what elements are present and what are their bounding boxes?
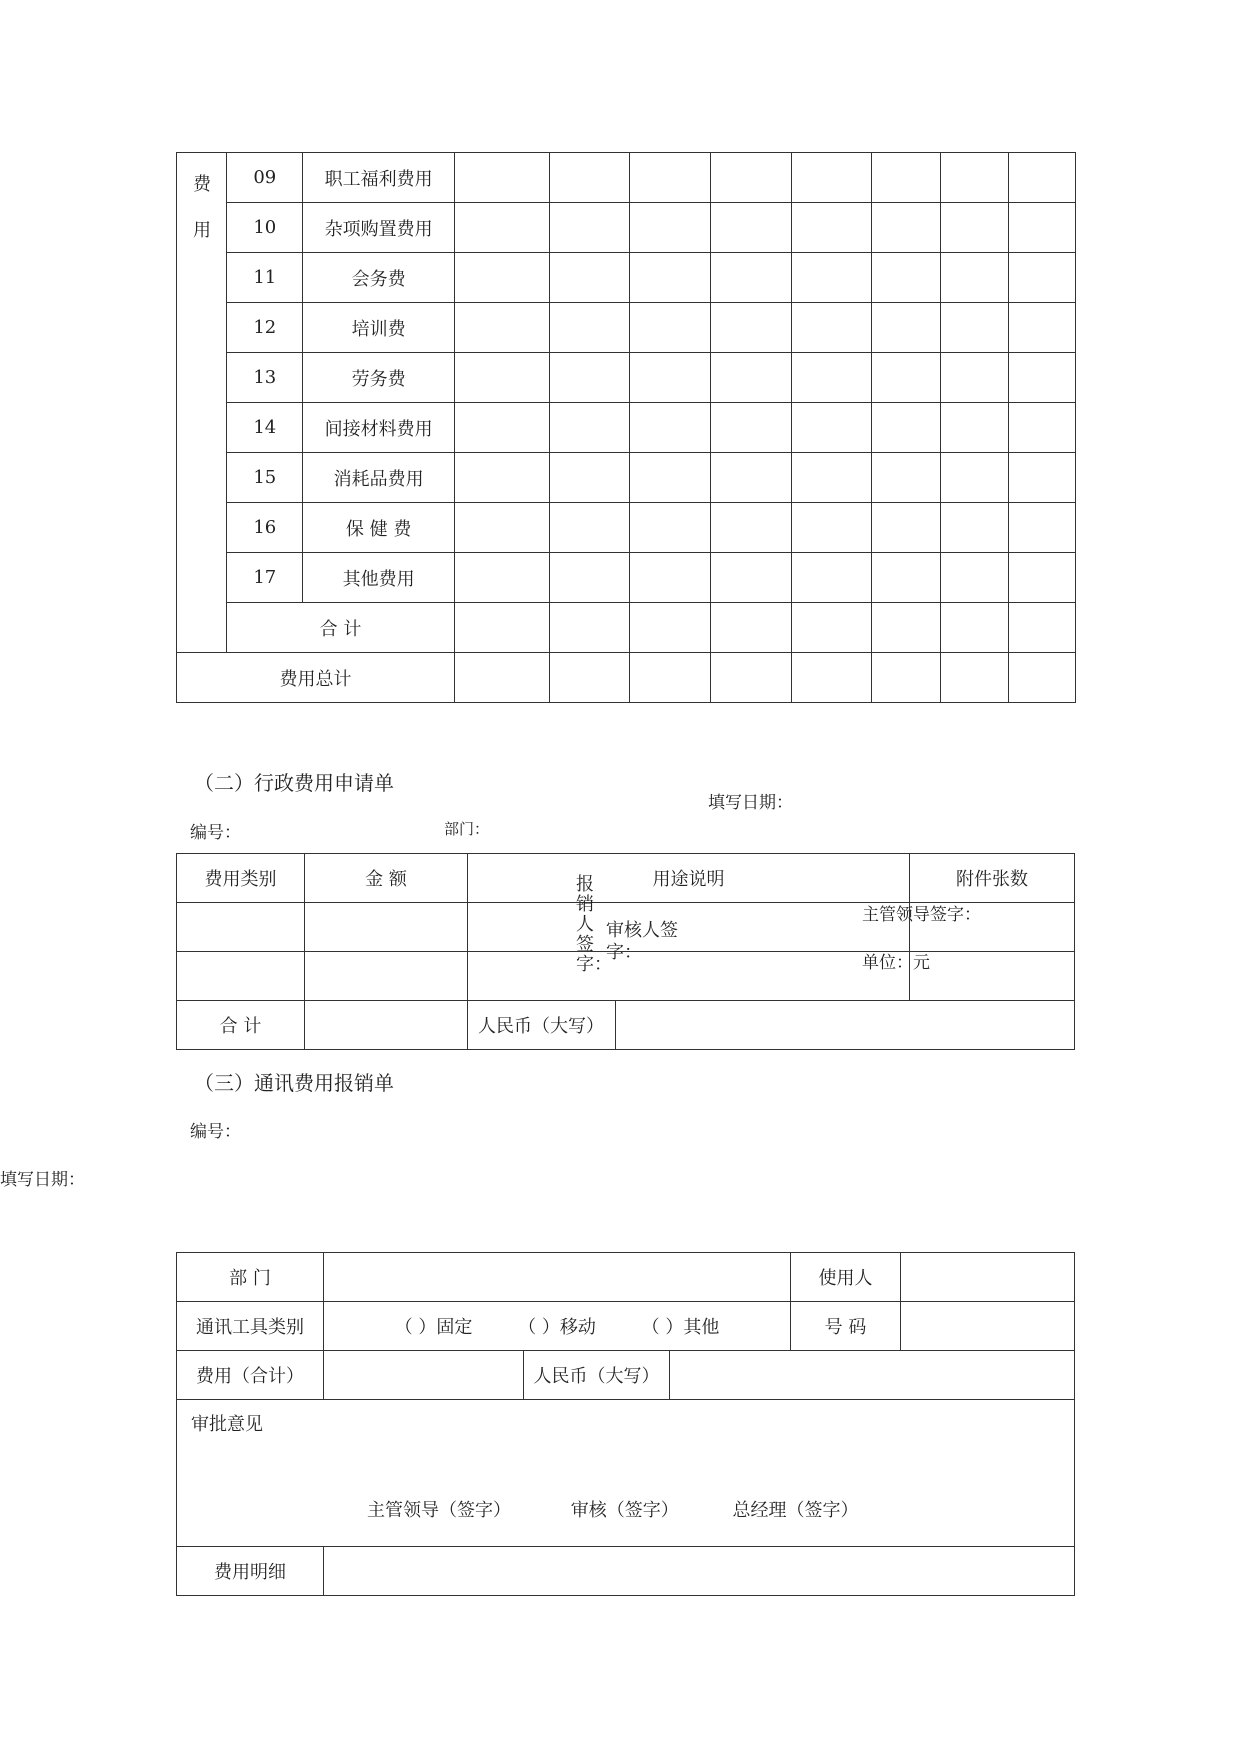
row-code: 17 xyxy=(227,553,303,603)
category-cell[interactable] xyxy=(177,952,305,1001)
value-cell[interactable] xyxy=(872,203,940,253)
value-cell[interactable] xyxy=(872,503,940,553)
value-cell[interactable] xyxy=(710,653,791,703)
value-cell[interactable] xyxy=(550,403,630,453)
row-code: 13 xyxy=(227,353,303,403)
fee-total-value[interactable] xyxy=(324,1351,524,1400)
value-cell[interactable] xyxy=(550,503,630,553)
value-cell[interactable] xyxy=(792,203,872,253)
value-cell[interactable] xyxy=(630,503,710,553)
value-cell[interactable] xyxy=(872,303,940,353)
value-cell[interactable] xyxy=(550,653,630,703)
value-cell[interactable] xyxy=(710,203,791,253)
value-cell[interactable] xyxy=(550,353,630,403)
value-cell[interactable] xyxy=(792,153,872,203)
value-cell[interactable] xyxy=(630,453,710,503)
value-cell[interactable] xyxy=(1008,303,1075,353)
detail-value[interactable] xyxy=(324,1547,1075,1596)
section2-department-label: 部门： xyxy=(444,820,490,838)
value-cell[interactable] xyxy=(454,553,549,603)
value-cell[interactable] xyxy=(792,303,872,353)
category-label: 费用 xyxy=(193,174,211,241)
value-cell[interactable] xyxy=(630,153,710,203)
supervisor-signature[interactable]: 主管领导（签字） xyxy=(367,1500,511,1521)
row-name: 间接材料费用 xyxy=(303,403,455,453)
value-cell[interactable] xyxy=(872,453,940,503)
fee-total-label: 费用（合计） xyxy=(177,1351,324,1400)
value-cell[interactable] xyxy=(550,303,630,353)
value-cell[interactable] xyxy=(550,603,630,653)
value-cell[interactable] xyxy=(872,653,940,703)
value-cell[interactable] xyxy=(872,603,940,653)
row-name: 消耗品费用 xyxy=(303,453,455,503)
header-amount: 金 额 xyxy=(305,854,468,903)
user-value[interactable] xyxy=(901,1253,1075,1302)
value-cell[interactable] xyxy=(872,153,940,203)
value-cell[interactable] xyxy=(550,553,630,603)
value-cell[interactable] xyxy=(630,603,710,653)
value-cell[interactable] xyxy=(940,453,1008,503)
total-amount-cell[interactable] xyxy=(305,1001,468,1050)
expense-table-body xyxy=(177,153,1076,703)
value-cell[interactable] xyxy=(454,403,549,453)
value-cell[interactable] xyxy=(710,353,791,403)
value-cell[interactable] xyxy=(710,553,791,603)
row-name: 杂项购置费用 xyxy=(303,203,455,253)
value-cell[interactable] xyxy=(710,253,791,303)
row-code: 16 xyxy=(227,503,303,553)
value-cell[interactable] xyxy=(454,453,549,503)
rmb-label: 人民币（大写） xyxy=(468,1001,616,1050)
category-cell[interactable] xyxy=(177,903,305,952)
department-label: 部 门 xyxy=(177,1253,324,1302)
section3-title: （三）通讯费用报销单 xyxy=(194,1071,394,1095)
section3-number-label: 编号： xyxy=(190,1122,241,1142)
row-code: 15 xyxy=(227,453,303,503)
approval-label: 审批意见 xyxy=(191,1414,263,1435)
value-cell[interactable] xyxy=(792,553,872,603)
value-cell[interactable] xyxy=(940,653,1008,703)
table-row xyxy=(177,503,1076,553)
row-name: 保 健 费 xyxy=(303,503,455,553)
table-row xyxy=(177,403,1076,453)
value-cell[interactable] xyxy=(1008,203,1075,253)
value-cell[interactable] xyxy=(1008,353,1075,403)
value-cell[interactable] xyxy=(940,603,1008,653)
expense-table xyxy=(176,152,1076,703)
rmb-value-cell[interactable] xyxy=(616,1001,1075,1050)
value-cell[interactable] xyxy=(454,253,549,303)
purpose-cell[interactable] xyxy=(468,952,910,1001)
value-cell[interactable] xyxy=(550,453,630,503)
value-cell[interactable] xyxy=(940,253,1008,303)
value-cell[interactable] xyxy=(454,603,549,653)
tool-type-options xyxy=(324,1302,791,1351)
subtotal-row xyxy=(177,603,1076,653)
department-value[interactable] xyxy=(324,1253,791,1302)
value-cell[interactable] xyxy=(630,253,710,303)
header-category: 费用类别 xyxy=(177,854,305,903)
value-cell[interactable] xyxy=(454,503,549,553)
value-cell[interactable] xyxy=(940,203,1008,253)
detail-label: 费用明细 xyxy=(177,1547,324,1596)
section2-fill-date-label: 填写日期： xyxy=(708,793,793,813)
row-code: 09 xyxy=(227,153,303,203)
row-name: 会务费 xyxy=(303,253,455,303)
reviewer-signature[interactable]: 审核（签字） xyxy=(570,1500,679,1521)
value-cell[interactable] xyxy=(1008,503,1075,553)
table-row xyxy=(177,303,1076,353)
value-cell[interactable] xyxy=(710,603,791,653)
purpose-cell[interactable] xyxy=(468,903,910,952)
value-cell[interactable] xyxy=(1008,603,1075,653)
value-cell[interactable] xyxy=(630,653,710,703)
value-cell[interactable] xyxy=(454,353,549,403)
value-cell[interactable] xyxy=(630,553,710,603)
value-cell[interactable] xyxy=(792,403,872,453)
value-cell[interactable] xyxy=(940,403,1008,453)
phone-value[interactable] xyxy=(901,1302,1075,1351)
value-cell[interactable] xyxy=(630,303,710,353)
approval-cell xyxy=(177,1400,1075,1547)
value-cell[interactable] xyxy=(710,403,791,453)
value-cell[interactable] xyxy=(1008,403,1075,453)
attachments-cell[interactable] xyxy=(910,952,1075,1001)
value-cell[interactable] xyxy=(940,353,1008,403)
amount-cell[interactable] xyxy=(305,952,468,1001)
value-cell[interactable] xyxy=(792,653,872,703)
value-cell[interactable] xyxy=(710,303,791,353)
value-cell[interactable] xyxy=(630,403,710,453)
telecom-expense-table xyxy=(176,1252,1075,1596)
claimant-sign-label: 报销人签字： xyxy=(576,874,612,975)
tool-option-other[interactable]: （ ）其他 xyxy=(641,1317,720,1338)
row-code: 12 xyxy=(227,303,303,353)
section2-number-label: 编号： xyxy=(190,823,241,843)
value-cell[interactable] xyxy=(940,153,1008,203)
tool-type-label: 通讯工具类别 xyxy=(177,1302,324,1351)
value-cell[interactable] xyxy=(792,503,872,553)
value-cell[interactable] xyxy=(872,353,940,403)
grand-total-row xyxy=(177,653,1076,703)
value-cell[interactable] xyxy=(940,303,1008,353)
value-cell[interactable] xyxy=(792,253,872,303)
value-cell[interactable] xyxy=(872,253,940,303)
value-cell[interactable] xyxy=(792,603,872,653)
row-name: 劳务费 xyxy=(303,353,455,403)
table-row xyxy=(177,553,1076,603)
rmb-label: 人民币（大写） xyxy=(524,1351,670,1400)
row-name: 职工福利费用 xyxy=(303,153,455,203)
section2-title: （二）行政费用申请单 xyxy=(194,771,394,795)
value-cell[interactable] xyxy=(792,453,872,503)
row-code: 11 xyxy=(227,253,303,303)
table-row xyxy=(177,153,1076,203)
row-name: 其他费用 xyxy=(303,553,455,603)
gm-signature[interactable]: 总经理（签字） xyxy=(732,1500,859,1521)
value-cell[interactable] xyxy=(1008,153,1075,203)
subtotal-label: 合 计 xyxy=(227,603,455,653)
value-cell[interactable] xyxy=(550,253,630,303)
value-cell[interactable] xyxy=(710,153,791,203)
value-cell[interactable] xyxy=(630,353,710,403)
value-cell[interactable] xyxy=(940,553,1008,603)
row-name: 培训费 xyxy=(303,303,455,353)
value-cell[interactable] xyxy=(1008,553,1075,603)
value-cell[interactable] xyxy=(454,153,549,203)
value-cell[interactable] xyxy=(872,403,940,453)
value-cell[interactable] xyxy=(1008,253,1075,303)
signature-row xyxy=(367,1496,858,1522)
value-cell[interactable] xyxy=(1008,653,1075,703)
value-cell[interactable] xyxy=(550,153,630,203)
value-cell[interactable] xyxy=(550,203,630,253)
section3-fill-date-label: 填写日期： xyxy=(0,1170,85,1190)
table-row xyxy=(177,453,1076,503)
amount-cell[interactable] xyxy=(305,903,468,952)
value-cell[interactable] xyxy=(792,353,872,403)
phone-label: 号 码 xyxy=(791,1302,901,1351)
header-attachments: 附件张数 xyxy=(910,854,1075,903)
value-cell[interactable] xyxy=(454,653,549,703)
total-label: 合 计 xyxy=(177,1001,305,1050)
tool-option-mobile[interactable]: （ ）移动 xyxy=(518,1317,596,1338)
grand-total-label: 费用总计 xyxy=(177,653,455,703)
value-cell[interactable] xyxy=(940,503,1008,553)
value-cell[interactable] xyxy=(454,203,549,253)
unit-label: 单位：元 xyxy=(862,953,930,973)
table-row xyxy=(177,253,1076,303)
table-row xyxy=(177,353,1076,403)
value-cell[interactable] xyxy=(710,503,791,553)
value-cell[interactable] xyxy=(872,553,940,603)
value-cell[interactable] xyxy=(1008,453,1075,503)
value-cell[interactable] xyxy=(454,303,549,353)
tool-option-fixed[interactable]: （ ）固定 xyxy=(394,1317,473,1338)
row-code: 10 xyxy=(227,203,303,253)
value-cell[interactable] xyxy=(630,203,710,253)
rmb-value[interactable] xyxy=(670,1351,1075,1400)
user-label: 使用人 xyxy=(791,1253,901,1302)
supervisor-sign-label: 主管领导签字： xyxy=(862,905,981,925)
table-row xyxy=(177,203,1076,253)
value-cell[interactable] xyxy=(710,453,791,503)
header-purpose: 用途说明 xyxy=(468,854,910,903)
reviewer-sign-label: 审核人签字： xyxy=(606,920,678,963)
row-code: 14 xyxy=(227,403,303,453)
